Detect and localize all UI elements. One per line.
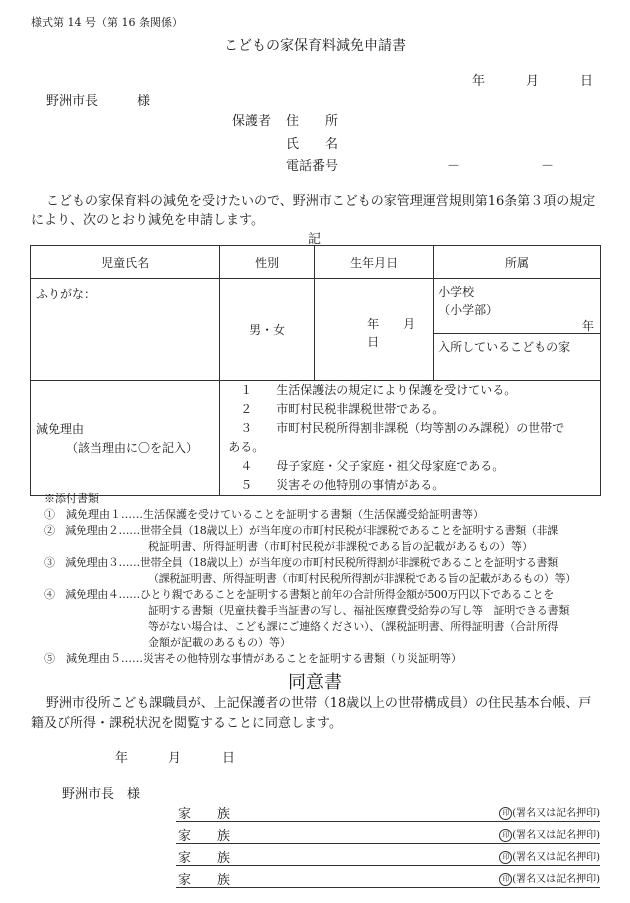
family-signature-line[interactable] bbox=[176, 867, 600, 888]
attachment-line: ③ 減免理由３……世帯全員（18歳以上）が当年度の市町村民税所得割が非課税であることを証明する書類 bbox=[44, 556, 558, 569]
reason-option[interactable]: ２ 市町村民税非課税世帯である。 bbox=[240, 402, 445, 416]
consent-line-2: 籍及び所得・課税状況を閲覧することに同意します。 bbox=[31, 716, 342, 731]
reason-option[interactable]: ４ 母子家庭・父子家庭・祖父母家庭である。 bbox=[240, 459, 505, 473]
furigana-label: ふりがな： bbox=[36, 287, 97, 301]
ki-mark: 記 bbox=[308, 232, 322, 247]
family-signature-line[interactable] bbox=[176, 801, 600, 822]
seal-note: (署名又は記名押印) bbox=[512, 852, 600, 863]
header-child-name: 児童氏名 bbox=[31, 246, 220, 279]
attachment-line: ① 減免理由１……生活保護を受けていることを証明する書類（生活保護受給証明書等） bbox=[44, 508, 484, 521]
address-label: 住 所 bbox=[286, 114, 339, 129]
reason-option-continued: ある。 bbox=[228, 440, 265, 454]
seal-note: (署名又は記名押印) bbox=[512, 808, 600, 819]
school-label: 小学校 bbox=[438, 285, 475, 299]
affiliation-cell[interactable] bbox=[434, 279, 601, 381]
grade-label: 年 bbox=[581, 319, 594, 333]
consent-date-day: 日 bbox=[222, 751, 236, 766]
seal-mark: 印 bbox=[499, 829, 512, 842]
birth-year-month: 年 月 bbox=[367, 317, 416, 331]
kodomo-ie-label: 入所しているこどもの家 bbox=[438, 340, 571, 354]
family-label: 家 族 bbox=[178, 807, 231, 822]
attachment-line: 金額が記載のあるもの）等） bbox=[148, 636, 291, 649]
reason-option[interactable]: ３ 市町村民税所得割非課税（均等割のみ課税）の世帯で bbox=[240, 421, 565, 435]
phone-label: 電話番号 bbox=[286, 159, 339, 174]
name-label: 氏 名 bbox=[286, 137, 339, 152]
child-name-cell[interactable] bbox=[31, 279, 220, 381]
family-signature-line[interactable] bbox=[176, 823, 600, 844]
date-day: 日 bbox=[580, 74, 594, 89]
consent-addressee: 野洲市長 様 bbox=[62, 787, 141, 802]
date-year: 年 bbox=[472, 74, 486, 89]
attachment-line: ⑤ 減免理由５……災害その他特別な事情があることを証明する書類（り災証明等） bbox=[44, 652, 462, 665]
guardian-label: 保護者 bbox=[232, 114, 272, 129]
reason-option[interactable]: ５ 災害その他特別の事情がある。 bbox=[240, 478, 445, 492]
school-sub-label: （小学部） bbox=[438, 303, 499, 317]
form-number: 様式第 14 号（第 16 条関係） bbox=[31, 16, 183, 29]
intro-line-1: こどもの家保育料の減免を受けたいので、野洲市こどもの家管理運営規則第16条第３項の規定 bbox=[46, 194, 596, 209]
seal-note: (署名又は記名押印) bbox=[512, 874, 600, 885]
intro-line-2: により、次のとおり減免を申請します。 bbox=[31, 213, 264, 228]
reason-label: 減免理由 bbox=[36, 422, 85, 436]
date-month: 月 bbox=[526, 74, 540, 89]
reason-option[interactable]: １ 生活保護法の規定により保護を受けている。 bbox=[240, 383, 517, 397]
seal-mark: 印 bbox=[499, 807, 512, 820]
consent-line-1: 野洲市役所こども課職員が、上記保護者の世帯（18歳以上の世帯構成員）の住民基本台帳、戸 bbox=[46, 696, 592, 711]
family-signature-line[interactable] bbox=[176, 845, 600, 866]
attachment-line: 等がない場合は、こども課にご連絡ください）、（課税証明書、所得証明書（合計所得 bbox=[148, 620, 559, 633]
header-birthdate: 生年月日 bbox=[315, 246, 434, 279]
family-label: 家 族 bbox=[178, 851, 231, 866]
phone-separator: － bbox=[447, 159, 461, 174]
attachment-line: 証明する書類（児童扶養手当証書の写し、福祉医療費受給券の写し等 証明できる書類 bbox=[148, 604, 570, 617]
attachment-line: 税証明書、所得証明書（市町村民税が非課税である旨の記載があるもの）等） bbox=[148, 540, 533, 553]
addressee: 野洲市長 様 bbox=[46, 94, 151, 109]
header-affiliation: 所属 bbox=[434, 246, 601, 279]
attachment-line: ④ 減免理由４……ひとり親であることを証明する書類と前年の合計所得金額が500万円以下であることを bbox=[44, 588, 554, 601]
consent-title: 同意書 bbox=[288, 672, 342, 693]
seal-note: (署名又は記名押印) bbox=[512, 830, 600, 841]
header-gender: 性別 bbox=[220, 246, 315, 279]
consent-date-month: 月 bbox=[168, 751, 182, 766]
attachment-line: ② 減免理由２……世帯全員（18歳以上）が当年度の市町村民税が非課税であることを証明する書類（非課 bbox=[44, 524, 558, 537]
seal-mark: 印 bbox=[499, 873, 512, 886]
phone-separator: － bbox=[541, 159, 555, 174]
attachments-heading: ※添付書類 bbox=[44, 492, 99, 505]
gender-cell[interactable] bbox=[220, 279, 315, 381]
birthdate-cell[interactable] bbox=[315, 279, 434, 381]
family-label: 家 族 bbox=[178, 873, 231, 888]
application-table bbox=[30, 245, 601, 496]
page-title: こどもの家保育料減免申請書 bbox=[224, 38, 406, 54]
birth-day: 日 bbox=[367, 335, 380, 349]
gender-value: 男・女 bbox=[249, 323, 286, 337]
consent-date-year: 年 bbox=[115, 751, 129, 766]
attachment-line: （課税証明書、所得証明書（市町村民税所得割が非課税である旨の記載があるもの）等） bbox=[148, 572, 576, 585]
reason-label-cell bbox=[31, 381, 220, 496]
family-label: 家 族 bbox=[178, 829, 231, 844]
reason-options-cell[interactable] bbox=[220, 381, 601, 496]
seal-mark: 印 bbox=[499, 851, 512, 864]
reason-sub-label: （該当理由に〇を記入） bbox=[66, 441, 199, 455]
